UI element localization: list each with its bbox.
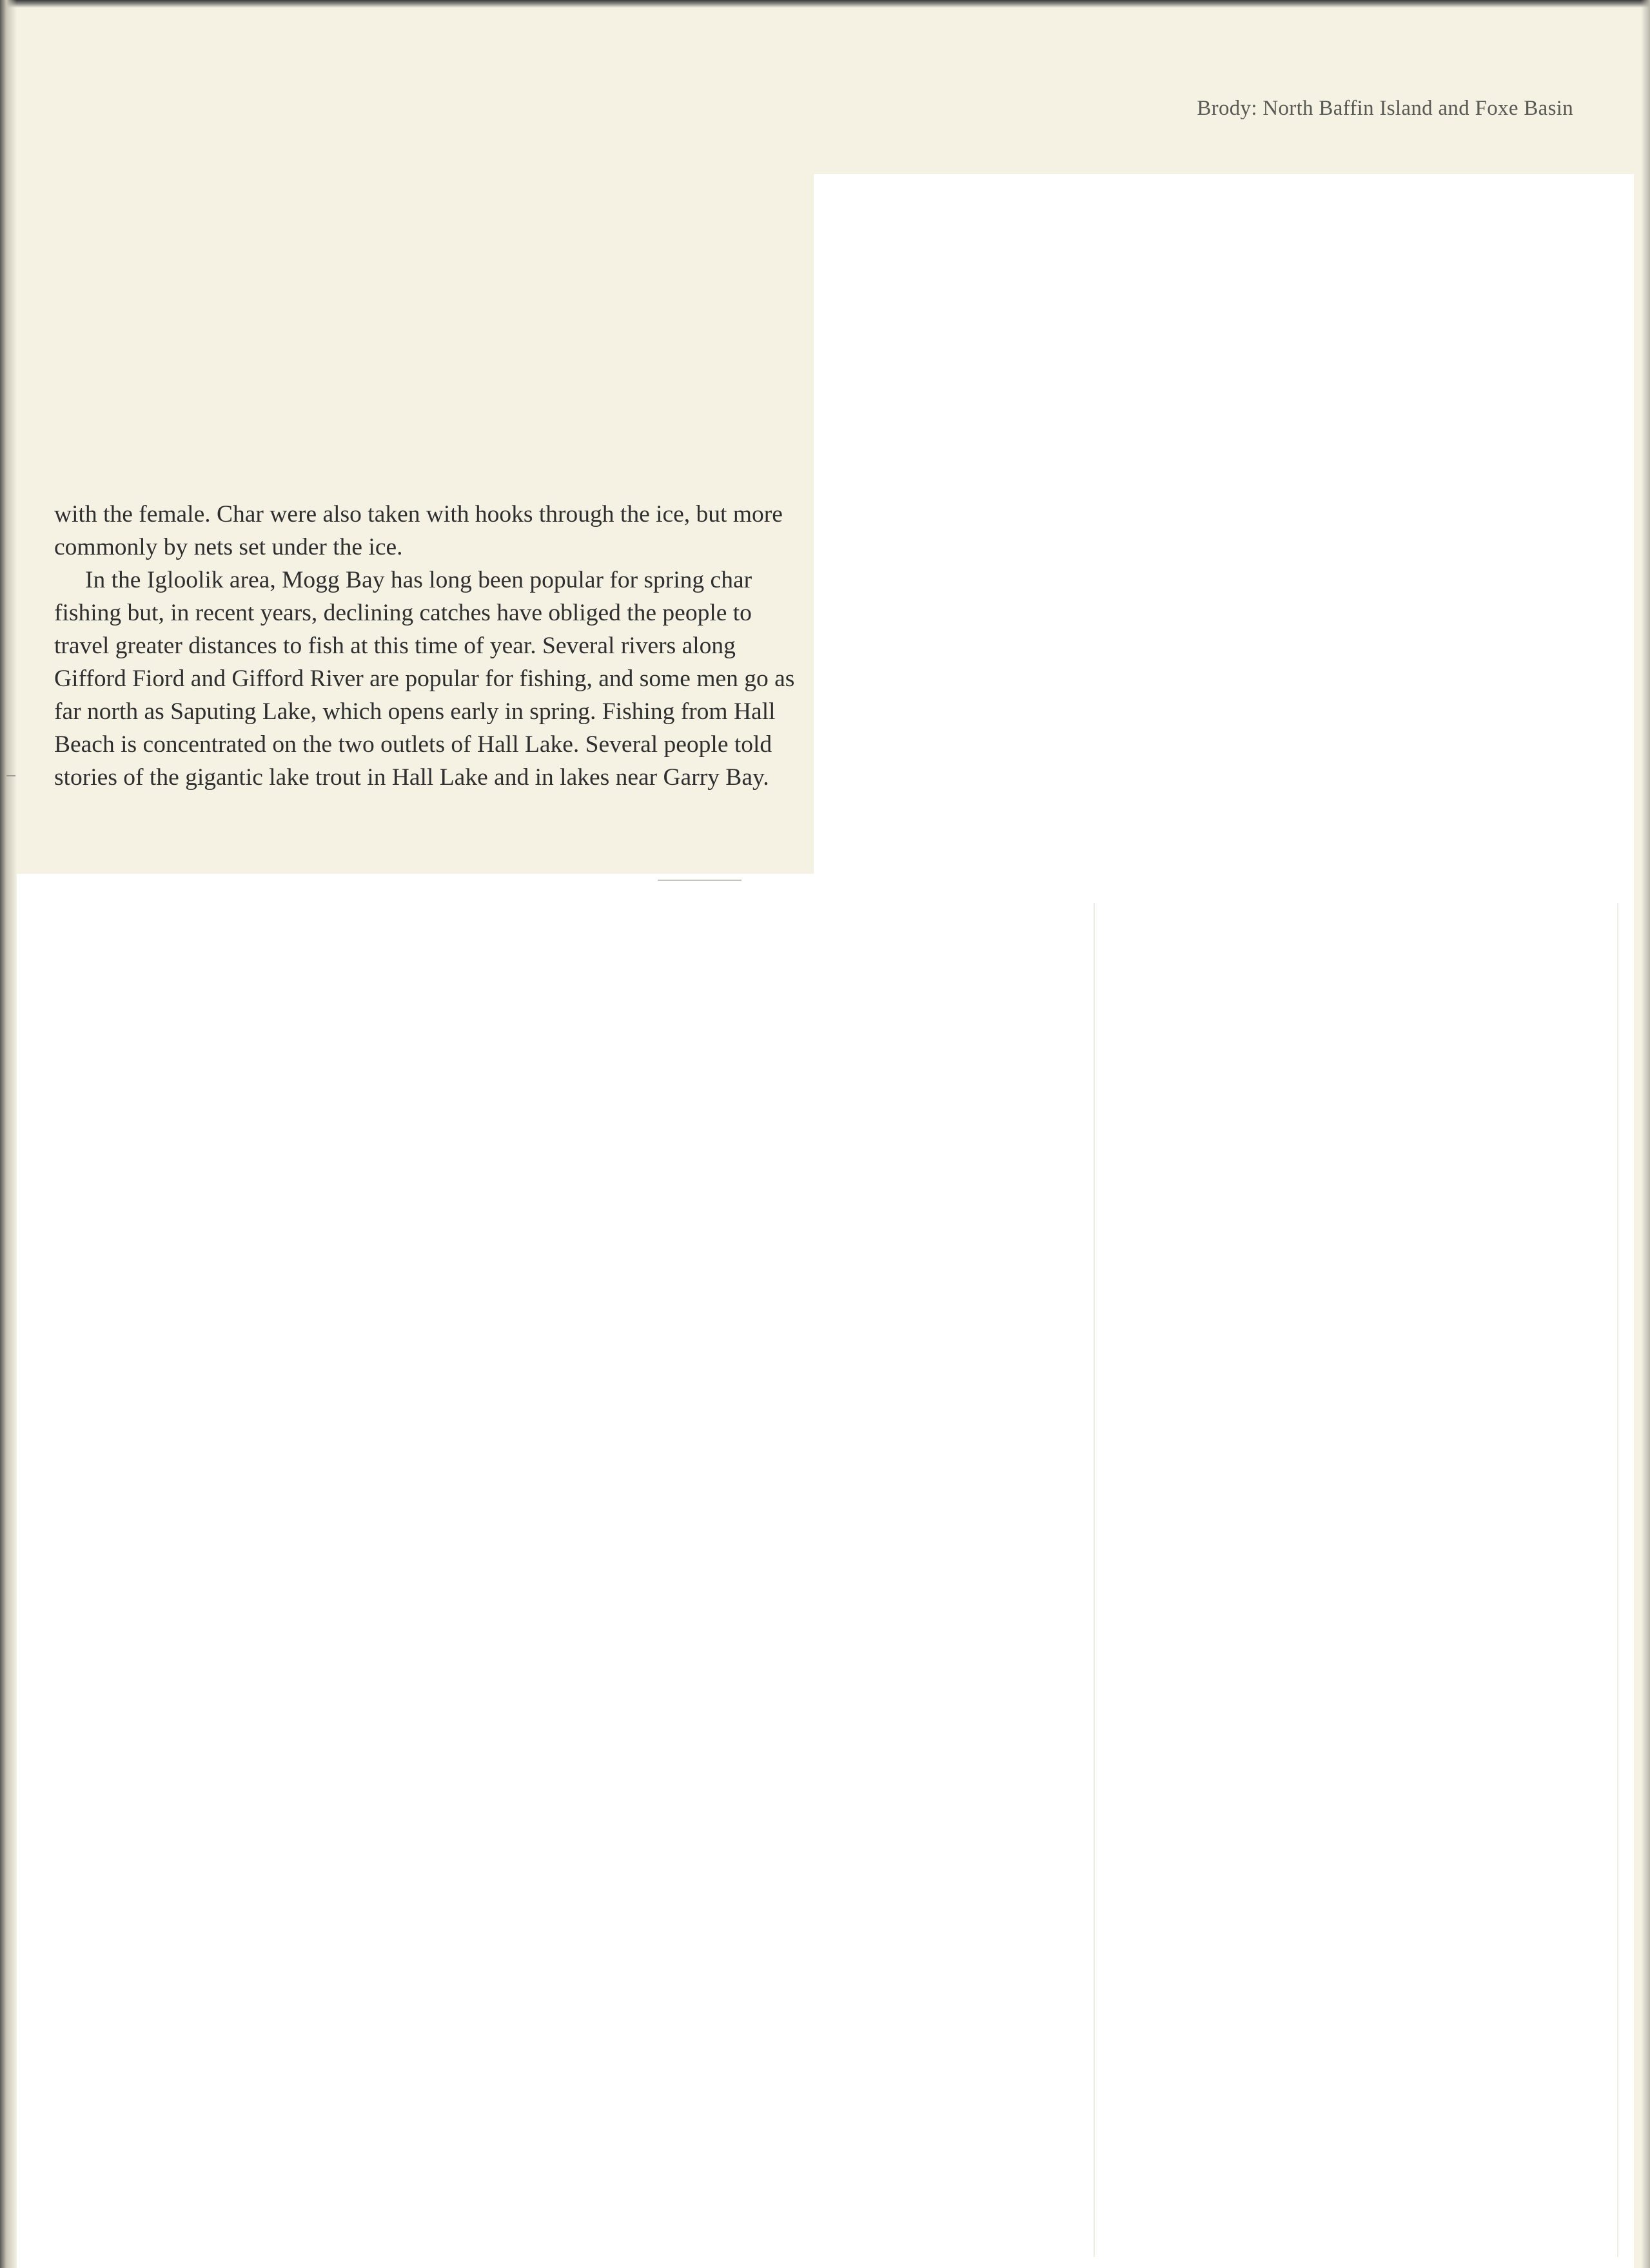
blank-region-upper-right [814,174,1634,877]
page-right-edge [1641,0,1650,2268]
page-top-edge [0,0,1650,8]
blank-region-lower [17,874,1634,2268]
page-binding-edge [0,0,17,2268]
crease-line-right [1617,903,1618,2257]
body-text [54,498,802,794]
crease-line [1094,903,1095,2257]
paragraph-2: In the Igloolik area, Mogg Bay has long been popular for spring char fishing but, in recent years, declining catches have obliged the people to travel greater distances to fish at this time of year. Several rivers along Gifford Fiord and Gifford River are popular for fishing, and some men go as far north as Saputing Lake, which opens early in spring. Fishing from Hall Beach is concentrated on the two outlets of Hall Lake. Several people told stories of the gigantic lake trout in Hall Lake and in lakes near Garry Bay. [54,567,795,791]
paragraph-1: with the female. Char were also taken with hooks through the ice, but more commonly by nets set under the ice. [54,501,783,560]
running-header: Brody: North Baffin Island and Foxe Basin [1197,97,1573,120]
underline-mark [658,880,742,881]
margin-dash-mark [6,775,15,776]
